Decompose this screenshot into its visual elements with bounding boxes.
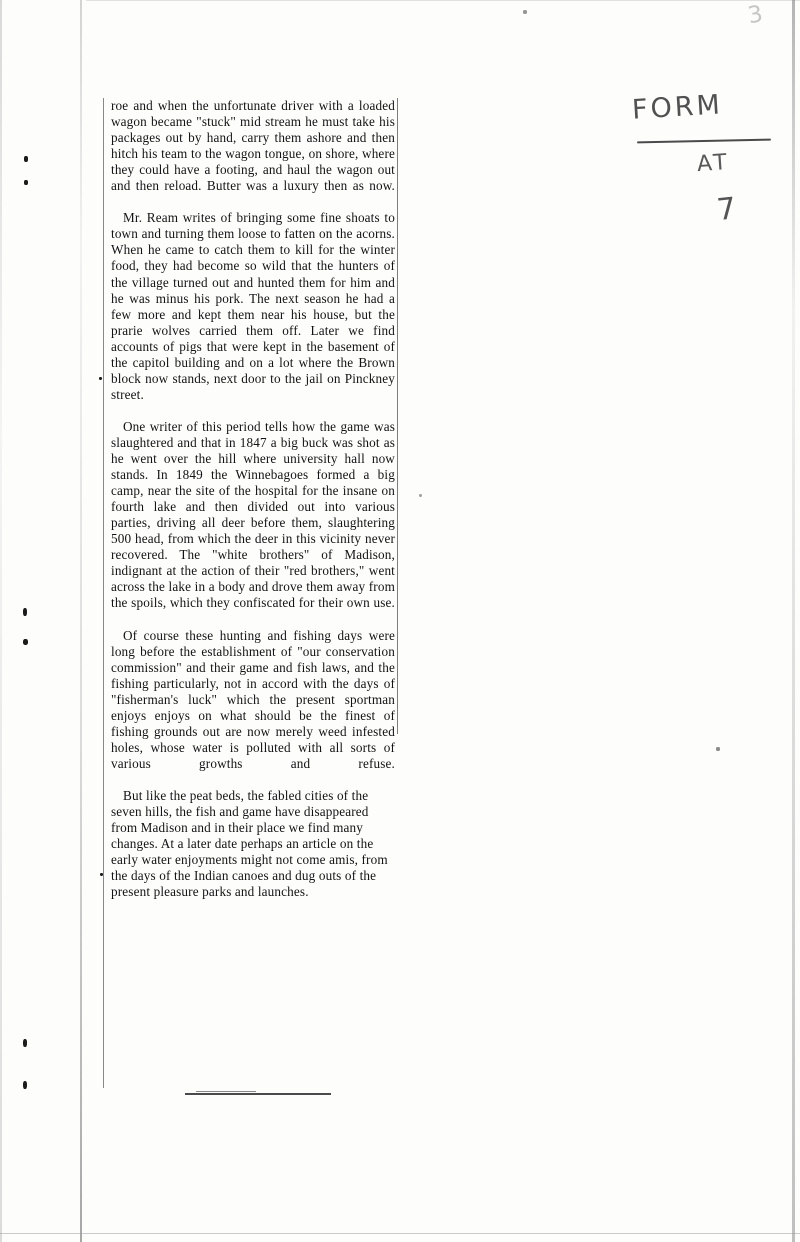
page-edge-bottom (0, 1233, 800, 1234)
column-rule-left (103, 98, 104, 1088)
margin-speck (419, 494, 422, 497)
handwritten-page-number: 3 (745, 0, 768, 30)
handwritten-underline (637, 139, 771, 144)
column-rule-right (397, 98, 398, 734)
article-paragraph: But like the peat beds, the fabled cities of the seven hills, the fish and game have disappeared from Madison and in their place we find many changes. At a later date perhaps an article on the early water enjoyments might not come amis, from the days of the Indian canoes and dug outs of the present pleasure parks and launches. (111, 788, 388, 900)
margin-speck (716, 747, 720, 751)
article-paragraph: Of course these hunting and fishing days were long before the establishment of "our conservation commission" and their game and fish laws, and the fishing particularly, not in accord with the days of "fisherman's luck" which the present sportman enjoys enjoys on what should be the finest of fishing grounds out are now merely weed infested holes, whose water is polluted with all sorts of various growths and refuse. (111, 627, 395, 771)
handwritten-at-label: AT (696, 149, 731, 178)
article-end-rule-secondary (196, 1091, 256, 1092)
margin-speck (23, 1039, 27, 1047)
page-fold-line (80, 0, 82, 1242)
article-paragraph: One writer of this period tells how the game was slaughtered and that in 1847 a big buck was shot as he went over the hill where university hall now stands. In 1849 the Winnebagoes formed a big camp, near the site of the hospital for the insane on fourth lake and then divided out into various parties, driving all deer before them, slaughtering 500 head, from which the deer in this vicinity never recovered. The "white brothers" of Madison, indignant at the action of their "red brothers," went across the lake in a body and drove them away from the spoils, which they confiscated for their own use. (111, 418, 395, 611)
article-paragraph: roe and when the unfortunate driver with a loaded wagon became "stuck" mid stream he must take his packages out by hand, carry them ashore and then hitch his team to the wagon tongue, on shore, where they could have a footing, and haul the wagon out and then reload. Butter was a luxury then as now. (111, 98, 395, 194)
page-edge-top (86, 0, 800, 1)
article-end-rule (185, 1093, 331, 1095)
page-edge-left (0, 0, 2, 1242)
margin-speck (24, 180, 28, 185)
page-edge-right (792, 0, 795, 1242)
newspaper-clipping (103, 98, 399, 916)
margin-speck (23, 608, 27, 616)
margin-speck (523, 10, 527, 14)
margin-speck (24, 156, 28, 162)
article-paragraph: Mr. Ream writes of bringing some fine shoats to town and turning them loose to fatten on the acorns. When he came to catch them to kill for the winter food, they had become so wild that the hunters of the village turned out and hunted them for him and he was minus his pork. The next season he had a few more and kept them near his house, but the prarie wolves carried them off. Later we find accounts of pigs that were kept in the basement of the capitol building and on a lot where the Brown block now stands, next door to the jail on Pinckney street. (111, 210, 395, 402)
article-column-body (103, 98, 399, 916)
margin-speck (99, 377, 102, 380)
margin-speck (23, 1081, 27, 1089)
handwritten-number-label: 7 (715, 190, 741, 229)
handwritten-form-label: FORM (631, 89, 724, 126)
margin-speck (23, 639, 28, 645)
